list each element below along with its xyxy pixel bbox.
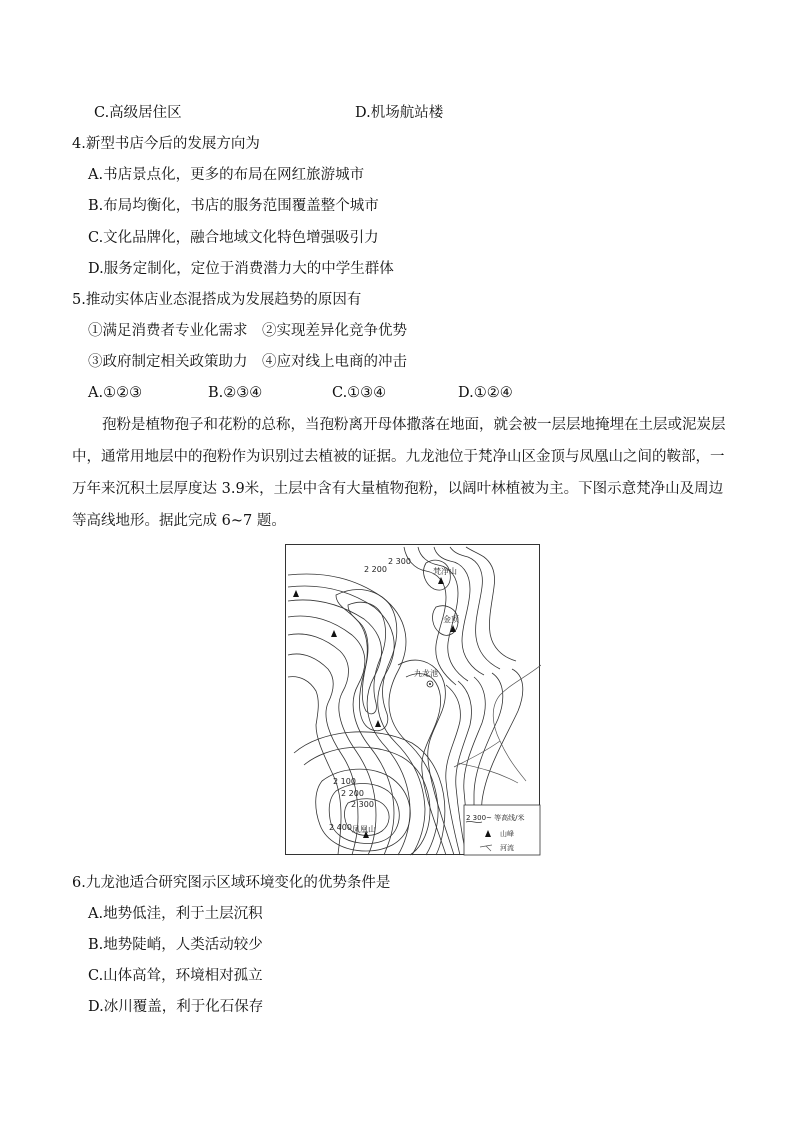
question-6-option-c: C.山体高耸，环境相对孤立 (88, 968, 263, 984)
question-6-stem: 6.九龙池适合研究图示区域环境变化的优势条件是 (72, 875, 391, 891)
question-4-option-d: D.服务定制化，定位于消费潜力大的中学生群体 (88, 261, 394, 277)
label-jinding: 金顶 (443, 615, 459, 624)
contour-line (288, 634, 376, 855)
label-2200: 2 200 (341, 789, 364, 798)
option-c-prev: C.高级居住区 (94, 105, 182, 121)
label-2300-top: 2 300 (388, 557, 411, 566)
question-4-stem: 4.新型书店今后的发展方向为 (72, 136, 260, 152)
question-5-items-row1: ①满足消费者专业化需求 ②实现差异化竞争优势 (88, 323, 407, 339)
question-5-items-row2: ③政府制定相关政策助力 ④应对线上电商的冲击 (88, 354, 407, 370)
question-5-option-b: B.②③④ (208, 385, 263, 401)
question-6-option-a: A.地势低洼，利于土层沉积 (88, 906, 263, 922)
peak-icon (331, 630, 337, 637)
contour-line (288, 586, 425, 855)
label-2400: 2 400 (329, 823, 352, 832)
question-6-option-d: D.冰川覆盖，利于化石保存 (88, 999, 264, 1015)
question-4-option-c: C.文化品牌化，融合地域文化特色增强吸引力 (88, 230, 379, 246)
option-d-prev: D.机场航站楼 (355, 105, 444, 121)
peak-icon (375, 720, 381, 727)
question-5-stem: 5.推动实体店业态混搭成为发展趋势的原因有 (72, 292, 362, 308)
contour-line (466, 547, 516, 661)
contour-line (288, 600, 410, 855)
label-2300: 2 300 (351, 800, 374, 809)
question-6-option-b: B.地势陡峭，人类活动较少 (88, 937, 263, 953)
contour-line (288, 574, 438, 855)
river (458, 763, 518, 783)
contour-line (316, 769, 411, 851)
contour-line (398, 660, 454, 855)
legend-river: 河流 (500, 844, 514, 852)
peak-icon (293, 590, 299, 597)
label-jiulongchi: 九龙池 (414, 669, 438, 678)
reading-passage (72, 409, 726, 537)
contour-line (446, 685, 461, 855)
map-legend (464, 805, 540, 855)
label-2200-top: 2 200 (364, 565, 387, 574)
question-5-option-d: D.①②④ (458, 385, 513, 401)
legend-contour: 2 300~ 等高线/米 (466, 814, 525, 822)
contour-line (450, 547, 500, 669)
question-4-option-b: B.布局均衡化，书店的服务范围覆盖整个城市 (88, 198, 379, 214)
contour-map (285, 544, 540, 855)
legend-peak: 山峰 (500, 830, 514, 838)
question-5-option-a: A.①②③ (88, 385, 143, 401)
reading-passage-text: 孢粉是植物孢子和花粉的总称，当孢粉离开母体撒落在地面，就会被一层层地掩埋在土层或泥炭层中，通常用地层中的孢粉作为识别过去植被的证据。九龙池位于梵净山区金顶与凤凰山之间的鞍部，一万年来沉积土层厚度达 3.9米，土层中含有大量植物孢粉，以阔叶林植被为主。下图示意梵净山及周边等高线地形。据此完成 6~7 题。 (72, 417, 726, 529)
question-4-option-a: A.书店景点化，更多的布局在网红旅游城市 (88, 167, 365, 183)
question-5-option-c: C.①③④ (332, 385, 387, 401)
contour-map-drawing (286, 545, 541, 856)
contour-line (336, 590, 397, 731)
label-fanjingshan: 梵净山 (433, 567, 457, 576)
label-fenghuangshan: 凤凰山 (352, 825, 376, 834)
label-2100: 2 100 (333, 777, 356, 786)
